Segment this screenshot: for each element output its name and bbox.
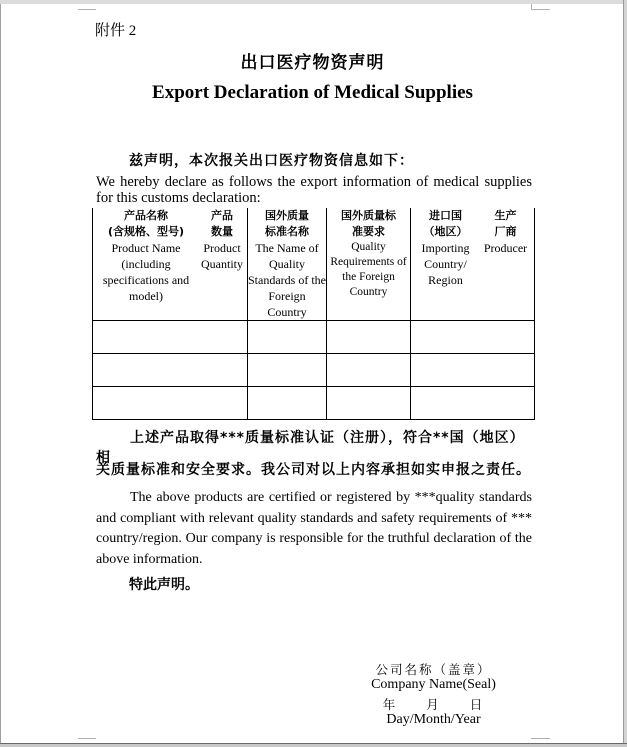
signature-company-cn: 公司名称（盖章） (375, 662, 492, 677)
table-cell[interactable] (93, 387, 248, 420)
header-cell-product (93, 208, 248, 321)
table-cell[interactable] (411, 321, 535, 354)
crop-mark-top-right-h (531, 9, 550, 10)
table-cell[interactable] (93, 354, 248, 387)
title-english: Export Declaration of Medical Supplies (152, 82, 473, 103)
table-cell[interactable] (93, 321, 248, 354)
crop-mark-bottom-right (531, 738, 550, 739)
crop-mark-bottom-left (78, 738, 96, 739)
table-cell[interactable] (411, 354, 535, 387)
closing-statement: 特此声明。 (129, 577, 199, 593)
intro-english: We hereby declare as follows the export information of medical supplies for this customs declaration: (96, 174, 532, 206)
table-row (93, 387, 535, 420)
statement-chinese-line2: 关质量标准和安全要求。我公司对以上内容承担如实申报之责任。 (96, 462, 531, 478)
attachment-label: 附件 2 (95, 23, 137, 39)
title-chinese: 出口医疗物资声明 (240, 53, 385, 73)
header-producer: 生产 厂商 Producer (483, 209, 528, 255)
window-right-edge (623, 0, 627, 747)
header-cell-country-producer (411, 208, 535, 321)
signature-date-cn: 年 月 日 (382, 697, 485, 712)
signature-company-en: Company Name(Seal) (371, 677, 496, 692)
table-cell[interactable] (327, 321, 411, 354)
header-product-name: 产品名称 (含规格、型号) Product Name (including specifications and model) (102, 209, 190, 303)
window-bottom-edge (0, 743, 627, 747)
header-cell-standard-name: 国外质量 标准名称 The Name of Quality Standards of the Foreign Country (248, 209, 326, 319)
table-cell[interactable] (411, 387, 535, 420)
table-row (93, 354, 535, 387)
table-row (93, 321, 535, 354)
intro-chinese: 兹声明，本次报关出口医疗物资信息如下： (129, 153, 414, 169)
table-cell[interactable] (248, 387, 327, 420)
header-importing-country: 进口国 （地区） Importing Country/ Region (421, 209, 470, 287)
statement-chinese-line1: 上述产品取得***质量标准认证（注册），符合**国（地区）相 (96, 430, 525, 466)
table-cell[interactable] (248, 354, 327, 387)
table-cell[interactable] (248, 321, 327, 354)
crop-mark-top-left (78, 9, 96, 10)
table-cell[interactable] (327, 354, 411, 387)
header-product-quantity: 产品 数量 Product Quantity (201, 209, 243, 271)
table-header-row (93, 208, 535, 321)
signature-date-en: Day/Month/Year (386, 712, 481, 727)
table-cell[interactable] (327, 387, 411, 420)
document-page (0, 4, 623, 743)
statement-english: The above products are certified or registered by ***quality standards and compliant with relevant quality standards and safety requirements of *** country/region. Our company is responsible for the truthful declaration of the above information. (96, 490, 532, 567)
header-cell-quality-requirements: 国外质量标 准要求 Quality Requirements of the Foreign Country (327, 208, 411, 321)
supplies-table (92, 208, 535, 420)
